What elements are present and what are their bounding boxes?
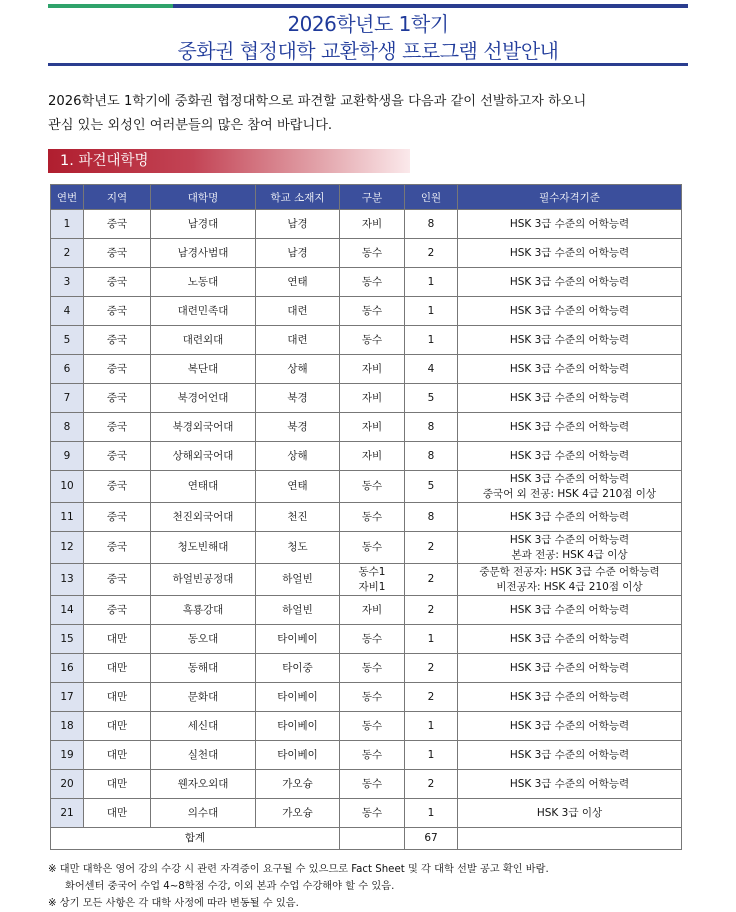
cell-university: 대련외대 (151, 326, 256, 355)
cell-no: 16 (51, 654, 84, 683)
header-location: 학교 소재지 (256, 185, 340, 210)
cell-university: 남경대 (151, 210, 256, 239)
cell-location: 하얼빈 (256, 564, 340, 596)
cell-type-line: 자비 (361, 603, 383, 616)
cell-requirement-line: HSK 3급 수준의 어학능력 (509, 472, 630, 485)
cell-region: 중국 (84, 413, 151, 442)
header-no: 연번 (51, 185, 84, 210)
cell-count: 2 (405, 654, 458, 683)
cell-location: 타이중 (256, 654, 340, 683)
cell-type (340, 239, 405, 268)
cell-requirement-line: HSK 3급 수준의 어학능력 (509, 748, 630, 761)
cell-requirement-line: HSK 3급 수준의 어학능력 (509, 510, 630, 523)
intro-line-1: 2026학년도 1학기에 중화권 협정대학으로 파견할 교환학생을 다음과 같이 선발하고자 하오니 (48, 94, 587, 109)
header-region: 지역 (84, 185, 151, 210)
cell-region: 중국 (84, 239, 151, 268)
cell-location: 청도 (256, 532, 340, 564)
cell-requirement-line: HSK 3급 수준의 어학능력 (509, 391, 630, 404)
footnote-2: ※ 상기 모든 사항은 각 대학 사정에 따라 변동될 수 있음. (48, 898, 299, 909)
table-row (51, 210, 682, 239)
header-count: 인원 (405, 185, 458, 210)
cell-no: 7 (51, 384, 84, 413)
cell-type-line: 자비 (361, 391, 383, 404)
cell-type-line: 동수 (361, 690, 383, 703)
cell-university: 의수대 (151, 799, 256, 828)
cell-requirement-line: HSK 3급 수준의 어학능력 (509, 719, 630, 732)
cell-location: 천진 (256, 503, 340, 532)
cell-region: 중국 (84, 268, 151, 297)
table-row (51, 770, 682, 799)
cell-requirement-line: HSK 3급 수준의 어학능력 (509, 304, 630, 317)
cell-location: 타이베이 (256, 683, 340, 712)
cell-region: 중국 (84, 384, 151, 413)
cell-count: 8 (405, 413, 458, 442)
cell-no: 1 (51, 210, 84, 239)
table-row (51, 625, 682, 654)
cell-count: 2 (405, 770, 458, 799)
cell-requirement-line: HSK 3급 수준의 어학능력 (509, 661, 630, 674)
cell-no: 2 (51, 239, 84, 268)
cell-requirement-line: HSK 3급 수준의 어학능력 (509, 275, 630, 288)
cell-count: 8 (405, 503, 458, 532)
cell-requirement (458, 712, 682, 741)
cell-type-line: 동수 (361, 632, 383, 645)
cell-location: 대련 (256, 297, 340, 326)
cell-count: 1 (405, 741, 458, 770)
cell-university: 남경사범대 (151, 239, 256, 268)
table-row (51, 654, 682, 683)
cell-requirement (458, 596, 682, 625)
cell-region: 중국 (84, 442, 151, 471)
cell-location: 하얼빈 (256, 596, 340, 625)
total-requirement-empty (458, 828, 682, 850)
cell-requirement (458, 297, 682, 326)
table-row (51, 442, 682, 471)
cell-region: 중국 (84, 564, 151, 596)
cell-type (340, 268, 405, 297)
cell-no: 21 (51, 799, 84, 828)
cell-region: 중국 (84, 355, 151, 384)
cell-requirement-line: HSK 3급 수준의 어학능력 (509, 449, 630, 462)
table-row (51, 532, 682, 564)
table-row (51, 239, 682, 268)
cell-region: 중국 (84, 596, 151, 625)
cell-university: 천진외국어대 (151, 503, 256, 532)
cell-type (340, 210, 405, 239)
table-row (51, 413, 682, 442)
cell-type-line: 동수 (361, 275, 383, 288)
cell-requirement (458, 355, 682, 384)
cell-no: 9 (51, 442, 84, 471)
cell-requirement-line: HSK 3급 수준의 어학능력 (509, 533, 630, 546)
cell-type-line: 동수 (361, 719, 383, 732)
cell-location: 연태 (256, 268, 340, 297)
cell-requirement (458, 741, 682, 770)
cell-type (340, 770, 405, 799)
cell-no: 3 (51, 268, 84, 297)
cell-requirement (458, 210, 682, 239)
cell-requirement-line: HSK 3급 수준의 어학능력 (509, 362, 630, 375)
cell-type (340, 625, 405, 654)
cell-no: 17 (51, 683, 84, 712)
table-row (51, 564, 682, 596)
cell-type (340, 297, 405, 326)
footnotes (48, 861, 698, 912)
cell-location: 북경 (256, 384, 340, 413)
table-row (51, 326, 682, 355)
cell-region: 대만 (84, 654, 151, 683)
table-row (51, 741, 682, 770)
cell-university: 문화대 (151, 683, 256, 712)
cell-type (340, 596, 405, 625)
cell-requirement-line: 본과 전공: HSK 4급 이상 (511, 548, 628, 561)
cell-count: 1 (405, 625, 458, 654)
cell-type (340, 712, 405, 741)
cell-count: 8 (405, 442, 458, 471)
cell-requirement (458, 413, 682, 442)
cell-no: 12 (51, 532, 84, 564)
cell-type-line: 동수 (361, 661, 383, 674)
cell-type-line: 동수 (361, 748, 383, 761)
cell-requirement (458, 503, 682, 532)
section-heading-universities: 1. 파견대학명 (48, 149, 410, 173)
cell-count: 2 (405, 683, 458, 712)
cell-university: 복단대 (151, 355, 256, 384)
cell-requirement (458, 564, 682, 596)
cell-type (340, 741, 405, 770)
cell-region: 중국 (84, 503, 151, 532)
cell-requirement-line: 중국어 외 전공: HSK 4급 210점 이상 (482, 487, 657, 500)
cell-location: 상해 (256, 442, 340, 471)
cell-count: 5 (405, 471, 458, 503)
cell-no: 8 (51, 413, 84, 442)
cell-requirement (458, 625, 682, 654)
cell-type-line: 동수 (361, 777, 383, 790)
cell-requirement-line: HSK 3급 수준의 어학능력 (509, 603, 630, 616)
cell-no: 13 (51, 564, 84, 596)
page-title-term: 2026학년도 1학기 (287, 12, 449, 36)
cell-no: 10 (51, 471, 84, 503)
cell-count: 2 (405, 239, 458, 268)
cell-requirement-line: HSK 3급 수준의 어학능력 (509, 420, 630, 433)
table-row (51, 471, 682, 503)
table-row (51, 503, 682, 532)
cell-location: 남경 (256, 210, 340, 239)
cell-requirement (458, 384, 682, 413)
cell-type (340, 564, 405, 596)
table-row (51, 596, 682, 625)
cell-count: 5 (405, 384, 458, 413)
cell-university: 웬자오외대 (151, 770, 256, 799)
cell-count: 1 (405, 297, 458, 326)
cell-university: 동해대 (151, 654, 256, 683)
cell-region: 중국 (84, 210, 151, 239)
cell-type-line: 동수1 (358, 565, 386, 578)
cell-requirement-line: HSK 3급 수준의 어학능력 (509, 333, 630, 346)
header-requirement: 필수자격기준 (458, 185, 682, 210)
cell-requirement-line: 중문학 전공자: HSK 3급 수준 어학능력 (479, 565, 660, 578)
cell-university: 북경어언대 (151, 384, 256, 413)
cell-no: 6 (51, 355, 84, 384)
cell-type-line: 동수 (361, 246, 383, 259)
cell-type (340, 326, 405, 355)
cell-count: 1 (405, 326, 458, 355)
cell-type-line: 동수 (361, 333, 383, 346)
cell-type-line: 동수 (361, 510, 383, 523)
cell-location: 남경 (256, 239, 340, 268)
cell-requirement (458, 326, 682, 355)
intro-line-2: 관심 있는 외성인 여러분들의 많은 참여 바랍니다. (48, 118, 333, 133)
cell-type (340, 532, 405, 564)
cell-requirement (458, 471, 682, 503)
cell-type (340, 683, 405, 712)
cell-count: 4 (405, 355, 458, 384)
cell-location: 상해 (256, 355, 340, 384)
cell-type-line: 자비 (361, 362, 383, 375)
cell-location: 타이베이 (256, 741, 340, 770)
cell-location: 타이베이 (256, 712, 340, 741)
cell-location: 북경 (256, 413, 340, 442)
cell-type-line: 자비1 (358, 580, 386, 593)
cell-type (340, 654, 405, 683)
footnote-1: ※ 대만 대학은 영어 강의 수강 시 관련 자격증이 요구될 수 있으므로 Fact Sheet 및 각 대학 선발 공고 확인 바람. (48, 864, 549, 875)
table-total-row (51, 828, 682, 850)
header-type: 구분 (340, 185, 405, 210)
cell-count: 1 (405, 799, 458, 828)
cell-count: 2 (405, 532, 458, 564)
cell-requirement-line: HSK 3급 이상 (536, 806, 603, 819)
cell-no: 20 (51, 770, 84, 799)
cell-no: 11 (51, 503, 84, 532)
cell-region: 중국 (84, 326, 151, 355)
cell-requirement (458, 268, 682, 297)
cell-type (340, 384, 405, 413)
cell-university: 노동대 (151, 268, 256, 297)
cell-university: 북경외국어대 (151, 413, 256, 442)
cell-type (340, 413, 405, 442)
table-row (51, 712, 682, 741)
cell-type (340, 471, 405, 503)
cell-type (340, 799, 405, 828)
cell-requirement-line: HSK 3급 수준의 어학능력 (509, 690, 630, 703)
cell-university: 청도빈해대 (151, 532, 256, 564)
cell-university: 실천대 (151, 741, 256, 770)
total-type-empty (340, 828, 405, 850)
cell-type-line: 자비 (361, 449, 383, 462)
header-university: 대학명 (151, 185, 256, 210)
cell-type-line: 자비 (361, 420, 383, 433)
cell-region: 대만 (84, 683, 151, 712)
cell-type-line: 동수 (361, 480, 383, 492)
cell-university: 세신대 (151, 712, 256, 741)
cell-type (340, 503, 405, 532)
title-underline (48, 63, 688, 66)
cell-region: 중국 (84, 532, 151, 564)
cell-no: 5 (51, 326, 84, 355)
cell-requirement (458, 532, 682, 564)
cell-location: 대련 (256, 326, 340, 355)
table-row (51, 268, 682, 297)
cell-requirement-line: HSK 3급 수준의 어학능력 (509, 246, 630, 259)
cell-type-line: 동수 (361, 304, 383, 317)
cell-type (340, 355, 405, 384)
cell-type (340, 442, 405, 471)
cell-requirement-line: HSK 3급 수준의 어학능력 (509, 632, 630, 645)
table-row (51, 384, 682, 413)
cell-region: 중국 (84, 297, 151, 326)
cell-requirement-line: HSK 3급 수준의 어학능력 (509, 217, 630, 230)
table-body (51, 210, 682, 828)
cell-requirement-line: 비전공자: HSK 4급 210점 이상 (496, 580, 643, 593)
table-header-row (51, 185, 682, 210)
cell-count: 2 (405, 596, 458, 625)
university-table (50, 184, 682, 850)
cell-university: 동오대 (151, 625, 256, 654)
total-label: 합계 (51, 828, 340, 850)
cell-location: 타이베이 (256, 625, 340, 654)
cell-requirement (458, 799, 682, 828)
page-title-program: 중화권 협정대학 교환학생 프로그램 선발안내 (177, 39, 559, 63)
cell-university: 대련민족대 (151, 297, 256, 326)
cell-no: 14 (51, 596, 84, 625)
cell-no: 18 (51, 712, 84, 741)
table-row (51, 799, 682, 828)
cell-region: 대만 (84, 712, 151, 741)
cell-requirement (458, 683, 682, 712)
cell-no: 4 (51, 297, 84, 326)
table-row (51, 297, 682, 326)
cell-region: 중국 (84, 471, 151, 503)
cell-region: 대만 (84, 741, 151, 770)
intro-paragraph (48, 90, 688, 138)
cell-requirement (458, 654, 682, 683)
cell-university: 상해외국어대 (151, 442, 256, 471)
cell-location: 연태 (256, 471, 340, 503)
cell-requirement (458, 770, 682, 799)
cell-location: 가오슝 (256, 799, 340, 828)
cell-university: 흑룡강대 (151, 596, 256, 625)
table-row (51, 355, 682, 384)
cell-requirement (458, 239, 682, 268)
cell-requirement (458, 442, 682, 471)
cell-count: 8 (405, 210, 458, 239)
cell-count: 1 (405, 712, 458, 741)
cell-university: 연태대 (151, 471, 256, 503)
cell-type-line: 동수 (361, 541, 383, 553)
cell-region: 대만 (84, 799, 151, 828)
table-row (51, 683, 682, 712)
footnote-1-continued: 화어센터 중국어 수업 4~8학점 수강, 이외 본과 수업 수강해야 할 수 있음. (65, 881, 395, 892)
cell-no: 19 (51, 741, 84, 770)
cell-university: 하얼빈공정대 (151, 564, 256, 596)
cell-requirement-line: HSK 3급 수준의 어학능력 (509, 777, 630, 790)
cell-region: 대만 (84, 770, 151, 799)
cell-type-line: 동수 (361, 806, 383, 819)
cell-no: 15 (51, 625, 84, 654)
cell-region: 대만 (84, 625, 151, 654)
cell-type-line: 자비 (361, 217, 383, 230)
cell-count: 2 (405, 564, 458, 596)
cell-count: 1 (405, 268, 458, 297)
total-count: 67 (405, 828, 458, 850)
cell-location: 가오슝 (256, 770, 340, 799)
